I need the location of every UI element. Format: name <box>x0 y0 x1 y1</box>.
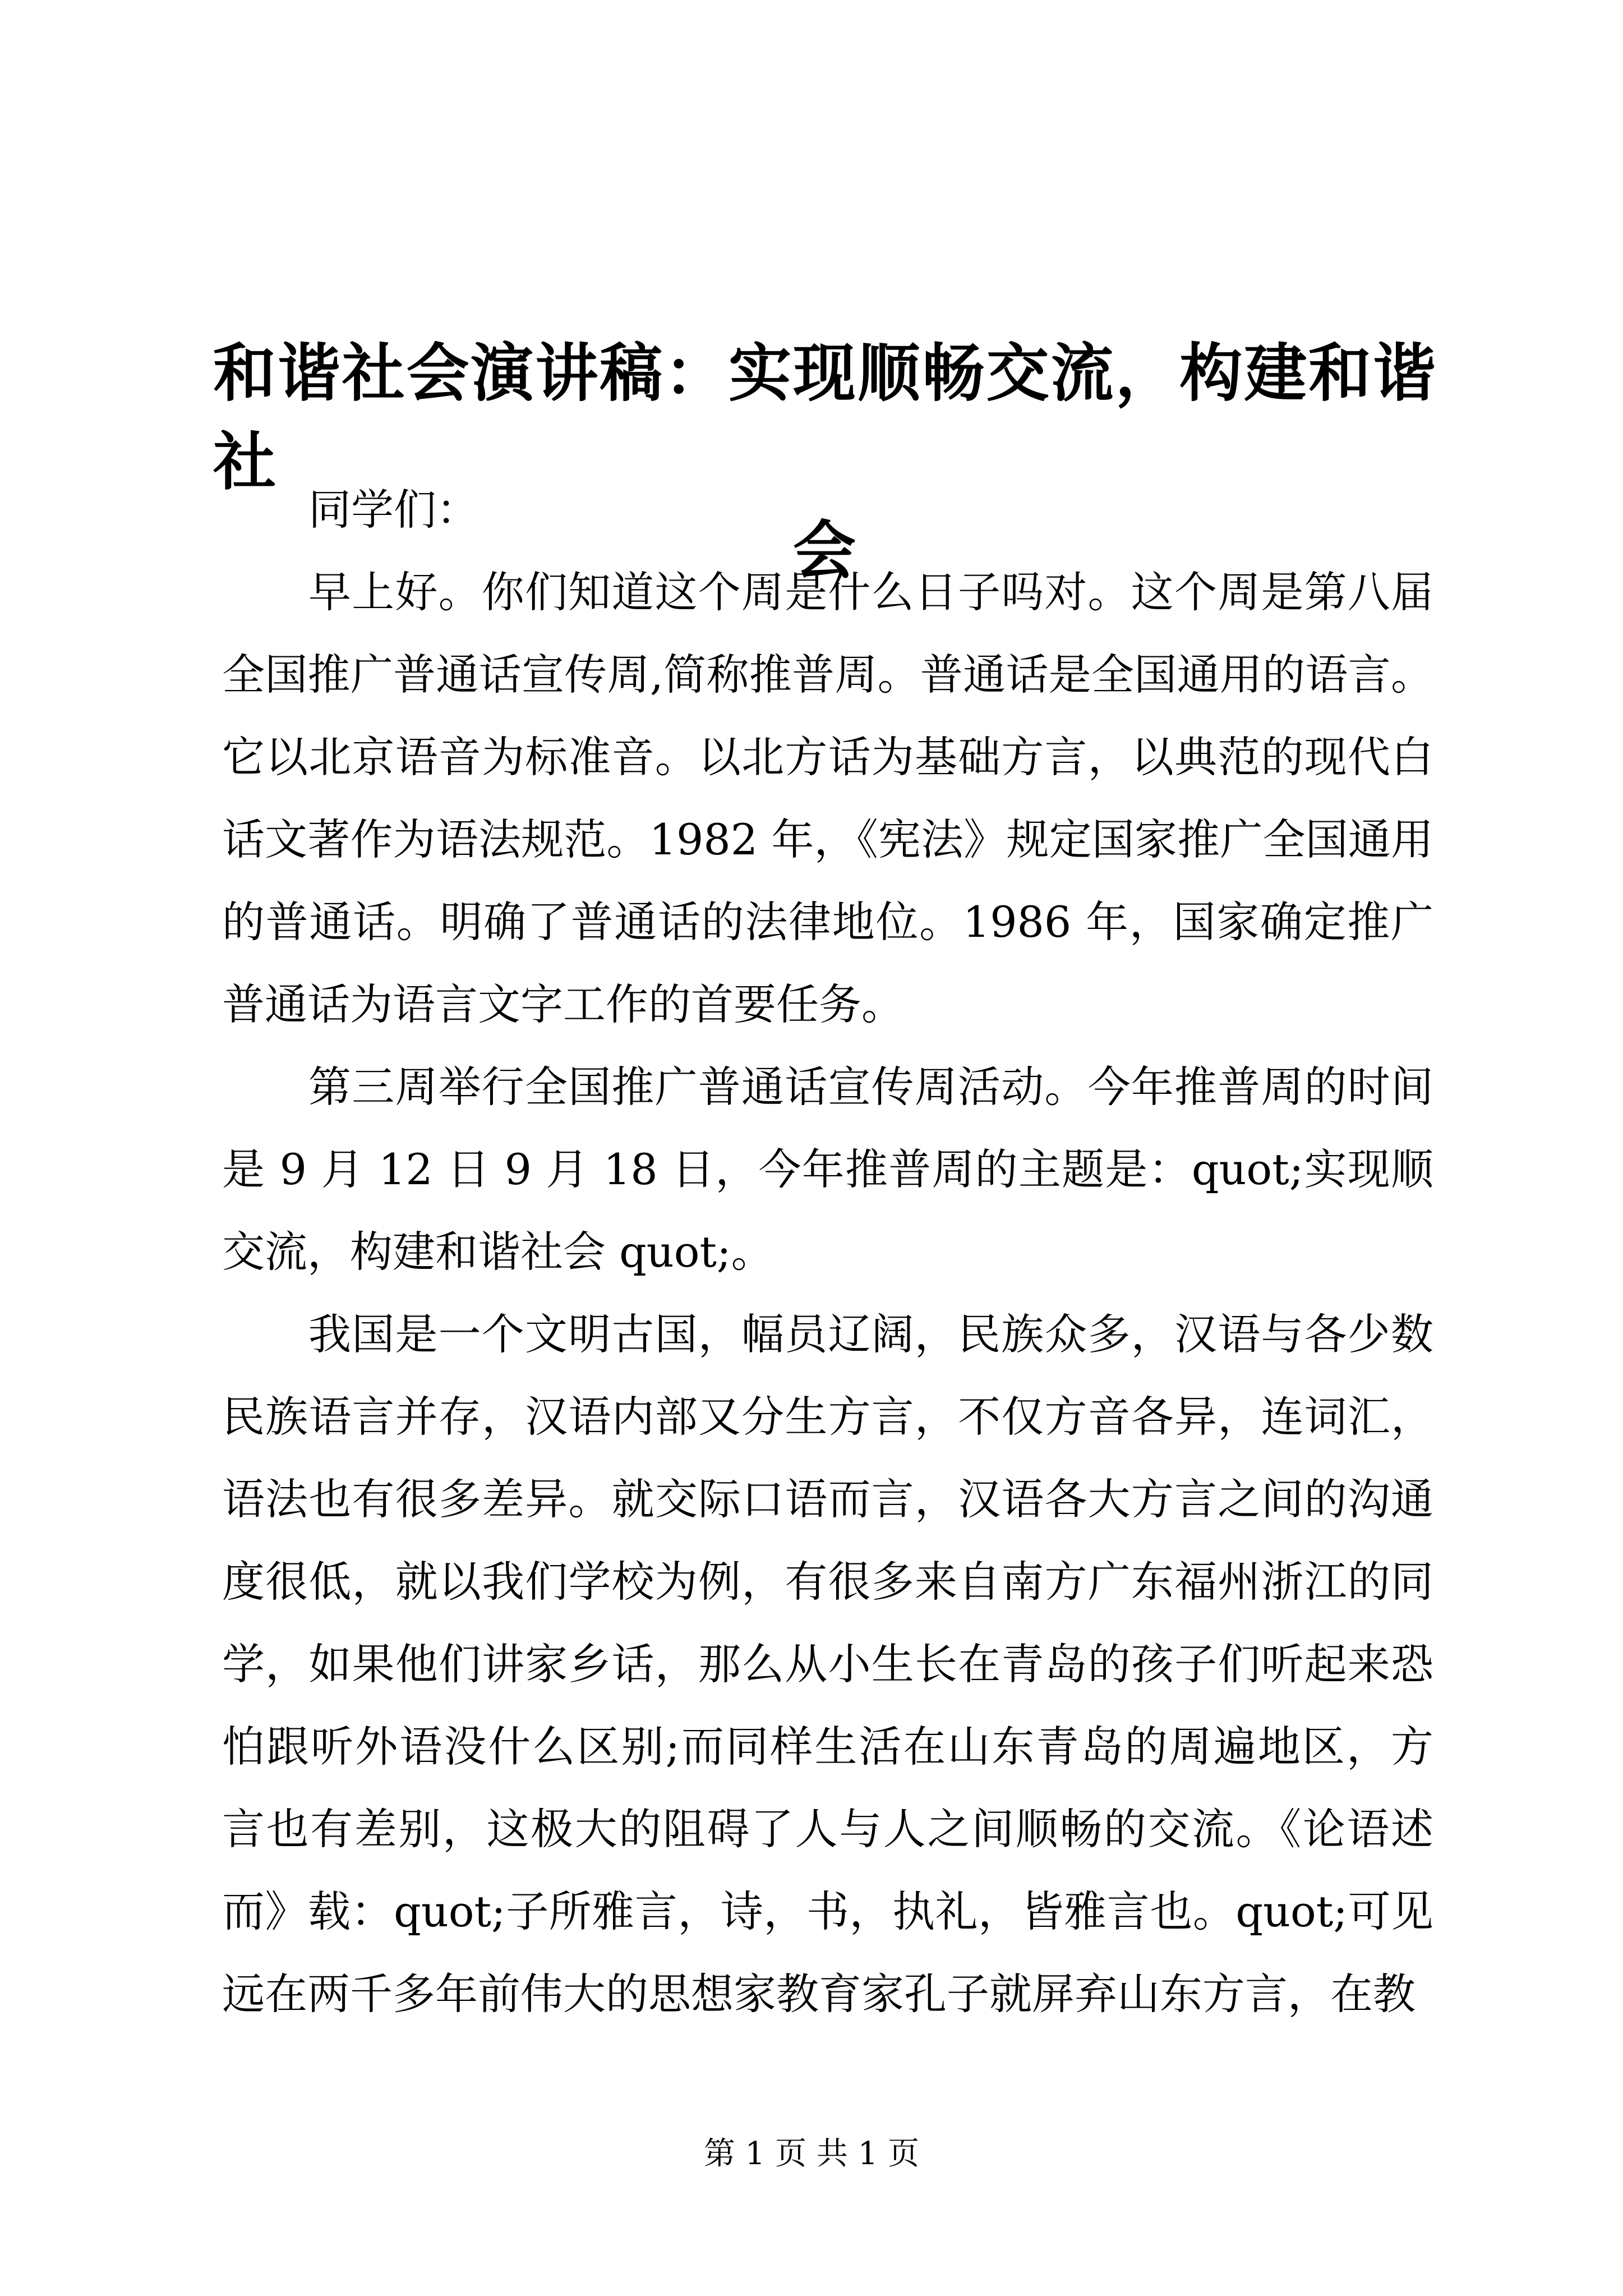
paragraph-2-line: 早上好。你们知道这个周是什么日子吗对。这个周是第八届 <box>308 567 1433 617</box>
paragraph-4-line: 语法也有很多差异。就交际口语而言，汉语各大方言之间的沟通 <box>222 1474 1433 1524</box>
paragraph-3-line: 第三周举行全国推广普通话宣传周活动。今年推普周的时间 <box>308 1062 1433 1112</box>
paragraph-2-line: 话文著作为语法规范。1982 年，《宪法》规定国家推广全国通用 <box>222 815 1433 864</box>
paragraph-4-line: 民族语言并存，汉语内部又分生方言，不仅方音各异，连词汇， <box>222 1392 1433 1442</box>
paragraph-4-line: 学，如果他们讲家乡话，那么从小生长在青岛的孩子们听起来恐 <box>222 1639 1433 1689</box>
paragraph-4-line: 怕跟听外语没什么区别;而同样生活在山东青岛的周遍地区，方 <box>222 1722 1433 1772</box>
title-line-1: 和谐社会演讲稿：实现顺畅交流，构建和谐社 <box>213 337 1436 499</box>
paragraph-4-line: 言也有差别，这极大的阻碍了人与人之间顺畅的交流。《论语述 <box>222 1804 1433 1854</box>
paragraph-3-line: 是 9 月 12 日 9 月 18 日，今年推普周的主题是：quot;实现顺 <box>222 1144 1433 1194</box>
document-body <box>222 468 1433 2035</box>
paragraph-2-line: 的普通话。明确了普通话的法律地位。1986 年，国家确定推广 <box>222 897 1433 947</box>
paragraph-3-line: 交流，构建和谐社会 quot;。 <box>222 1227 774 1277</box>
paragraph-4-line: 而》载：quot;子所雅言，诗，书，执礼，皆雅言也。quot;可见 <box>222 1887 1433 1936</box>
paragraph-4-line: 度很低，就以我们学校为例，有很多来自南方广东福州浙江的同 <box>222 1557 1433 1607</box>
paragraph-2-line: 全国推广普通话宣传周,简称推普周。普通话是全国通用的语言。 <box>222 650 1433 700</box>
paragraph-2-line: 普通话为语言文字工作的首要任务。 <box>222 979 904 1029</box>
title-line-2: 会 <box>793 514 856 588</box>
page-footer: 第 1 页 共 1 页 <box>703 2136 920 2172</box>
paragraph-4-line: 远在两千多年前伟大的思想家教育家孔子就屏弃山东方言，在教 <box>222 1969 1415 2019</box>
paragraph-1-line: 同学们： <box>308 485 479 535</box>
paragraph-4-line: 我国是一个文明古国，幅员辽阔，民族众多，汉语与各少数 <box>308 1309 1433 1359</box>
paragraph-2-line: 它以北京语音为标准音。以北方话为基础方言，以典范的现代白 <box>222 732 1433 782</box>
